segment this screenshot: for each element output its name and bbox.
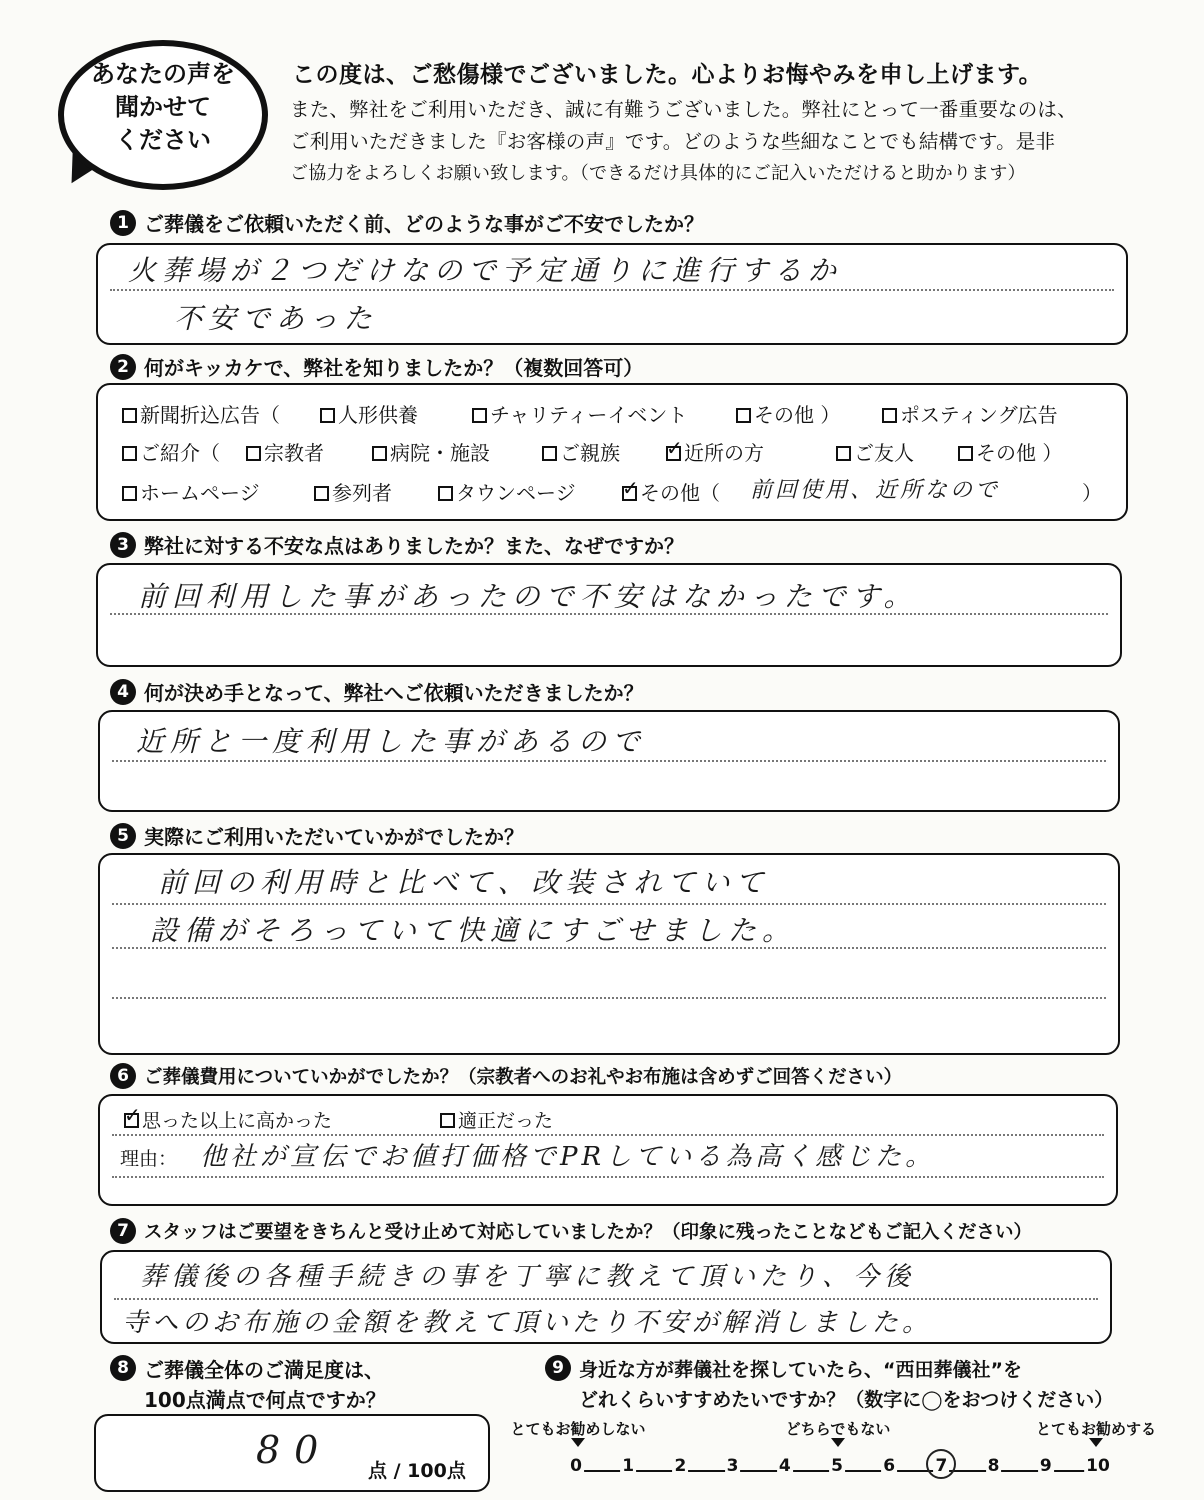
q7-question: スタッフはご要望をきちんと受け止めて対応していましたか？（印象に残ったことなどもご記入ください） bbox=[144, 1222, 1033, 1243]
checkbox[interactable] bbox=[372, 446, 387, 461]
intro-line-4: ご協力をよろしくお願い致します。（できるだけ具体的にご記入いただけると助かります） bbox=[290, 163, 1026, 184]
q2-opt-attendee[interactable]: 参列者 bbox=[314, 477, 392, 506]
intro-line-3: ご利用いただきました『お客様の声』です。どのような些細なことでも結構です。是非 bbox=[290, 130, 1056, 153]
q2-question: 何がキッカケで、弊社を知りましたか？（複数回答可） bbox=[144, 356, 644, 380]
q7-answer-line-2: 寺へのお布施の金額を教えて頂いたり不安が解消しました。 bbox=[122, 1308, 933, 1338]
scale-number-0[interactable]: 0 bbox=[570, 1456, 582, 1476]
q8-heading bbox=[110, 1355, 386, 1415]
q2-opt-other-1[interactable]: その他 ） bbox=[736, 399, 840, 428]
q2-opt-referral[interactable]: ご紹介（ bbox=[122, 437, 220, 466]
q2-opt-other-3[interactable]: ✓ その他（ bbox=[622, 477, 720, 506]
q1-answer-box[interactable] bbox=[96, 243, 1128, 345]
q7-heading bbox=[110, 1218, 1032, 1244]
q4-number: 4 bbox=[110, 679, 136, 705]
scale-arrow-high bbox=[1089, 1438, 1103, 1447]
checkbox[interactable] bbox=[246, 446, 261, 461]
scale-number-5[interactable]: 5 bbox=[831, 1456, 843, 1476]
q1-answer-line-1: 火葬場が２つだけなので予定通りに進行するか bbox=[128, 254, 843, 287]
q2-opt-friends[interactable]: ご友人 bbox=[836, 437, 914, 466]
q9-number: 9 bbox=[545, 1355, 571, 1381]
q2-heading bbox=[110, 352, 643, 381]
checkbox[interactable] bbox=[438, 486, 453, 501]
q4-answer-box[interactable] bbox=[98, 710, 1120, 812]
q1-answer-line-2: 不安であった bbox=[174, 302, 378, 335]
intro-heading: この度は、ご愁傷様でございました。心よりお悔やみを申し上げます。 bbox=[292, 62, 1043, 88]
scale-number-9[interactable]: 9 bbox=[1039, 1456, 1052, 1476]
checkbox[interactable] bbox=[320, 408, 335, 423]
q6-question: ご葬儀費用についていかがでしたか？（宗教者へのお礼やお布施は含めずご回答ください） bbox=[144, 1067, 903, 1088]
q5-heading bbox=[110, 821, 524, 850]
bubble-line-1: あなたの声を bbox=[91, 60, 235, 88]
q2-close-paren: ） bbox=[1082, 481, 1102, 505]
q6-reason-answer: 他社が宣伝でお値打価格でPRしている為高く感じた。 bbox=[200, 1142, 936, 1172]
scale-arrow-low bbox=[571, 1438, 585, 1447]
q7-answer-line-1: 葬儀後の各種手続きの事を丁寧に教えて頂いたり、今後 bbox=[140, 1262, 916, 1292]
scale-number-3[interactable]: 3 bbox=[726, 1456, 739, 1476]
q6-heading bbox=[110, 1063, 902, 1089]
q2-opt-neighbors[interactable]: ✓ 近所の方 bbox=[666, 437, 764, 466]
q5-number: 5 bbox=[110, 823, 136, 849]
q3-question: 弊社に対する不安な点はありましたか？また、なぜですか？ bbox=[144, 534, 684, 558]
q2-other-answer: 前回使用、近所なので bbox=[750, 478, 1001, 503]
checkbox[interactable] bbox=[122, 486, 137, 501]
bubble-line-2: 聞かせて bbox=[115, 93, 211, 121]
q2-opt-homepage[interactable]: ホームページ bbox=[122, 477, 260, 506]
selected-score-circle bbox=[926, 1449, 956, 1479]
intro-line-2: また、弊社をご利用いただき、誠に有難うございました。弊社にとって一番重要なのは、 bbox=[290, 98, 1077, 121]
q5-answer-line-2: 設備がそろっていて快適にすごせました。 bbox=[150, 914, 797, 947]
q2-number: 2 bbox=[110, 354, 136, 380]
checkbox[interactable] bbox=[958, 446, 973, 461]
q5-question: 実際にご利用いただいていかがでしたか？ bbox=[144, 825, 524, 849]
scale-label-mid: どちらでもない bbox=[785, 1420, 891, 1438]
scale-number-4[interactable]: 4 bbox=[778, 1456, 791, 1476]
q3-heading bbox=[110, 530, 684, 559]
q2-opt-relatives[interactable]: ご親族 bbox=[542, 437, 620, 466]
q4-heading bbox=[110, 677, 644, 706]
q6-opt-too-high[interactable]: ✓思った以上に高かった bbox=[124, 1106, 332, 1133]
q2-options-box bbox=[96, 383, 1128, 521]
scale-number-7[interactable]: 7 bbox=[935, 1456, 948, 1476]
q3-number: 3 bbox=[110, 532, 136, 558]
scale-number-2[interactable]: 2 bbox=[674, 1456, 687, 1476]
q2-opt-posting-ad[interactable]: ポスティング広告 bbox=[882, 399, 1058, 428]
q9-question-line-2: どれくらいすすめたいですか？（数字に◯をおつけください） bbox=[579, 1389, 1114, 1411]
checkbox[interactable] bbox=[542, 446, 557, 461]
q9-heading bbox=[545, 1355, 1113, 1415]
q8-number: 8 bbox=[110, 1355, 136, 1381]
checkbox[interactable] bbox=[122, 446, 137, 461]
q6-answer-box bbox=[98, 1094, 1118, 1206]
q3-answer-box[interactable] bbox=[96, 563, 1122, 667]
q2-opt-religious[interactable]: 宗教者 bbox=[246, 437, 324, 466]
q8-score: 80 bbox=[256, 1428, 333, 1472]
q7-answer-box[interactable] bbox=[100, 1250, 1112, 1344]
scale-arrow-mid bbox=[831, 1438, 845, 1447]
q3-answer-line-1: 前回利用した事があったので不安はなかったです。 bbox=[138, 580, 918, 613]
q2-opt-newspaper[interactable]: 新聞折込広告（ bbox=[122, 399, 280, 428]
q2-opt-doll-memorial[interactable]: 人形供養 bbox=[320, 399, 418, 428]
q6-reason-label: 理由： bbox=[120, 1148, 178, 1170]
q5-answer-box[interactable] bbox=[98, 853, 1120, 1055]
q8-question-line-1: ご葬儀全体のご満足度は、 bbox=[144, 1358, 384, 1382]
checkbox[interactable] bbox=[440, 1113, 455, 1128]
checkbox[interactable] bbox=[122, 408, 137, 423]
scale-label-high: とてもお勧めする bbox=[1035, 1420, 1157, 1438]
checkbox-checked[interactable] bbox=[666, 446, 681, 461]
checkbox[interactable] bbox=[472, 408, 487, 423]
checkbox[interactable] bbox=[836, 446, 851, 461]
q7-number: 7 bbox=[110, 1218, 136, 1244]
q1-number: 1 bbox=[110, 210, 136, 236]
q8-question-line-2: 100点満点で何点ですか？ bbox=[144, 1388, 386, 1412]
q6-opt-fair[interactable]: 適正だった bbox=[440, 1106, 553, 1133]
q5-answer-line-1: 前回の利用時と比べて、改装されていて bbox=[158, 866, 770, 899]
checkbox[interactable] bbox=[314, 486, 329, 501]
scale-number-8[interactable]: 8 bbox=[987, 1456, 1000, 1476]
q2-opt-other-2[interactable]: その他 ） bbox=[958, 437, 1062, 466]
checkbox-checked[interactable] bbox=[622, 486, 637, 501]
speech-bubble-text bbox=[58, 58, 268, 157]
q2-opt-charity-event[interactable]: チャリティーイベント bbox=[472, 399, 687, 428]
q6-number: 6 bbox=[110, 1063, 136, 1089]
q2-opt-town-page[interactable]: タウンページ bbox=[438, 477, 576, 506]
checkbox[interactable] bbox=[882, 408, 897, 423]
q4-answer-line-1: 近所と一度利用した事があるので bbox=[136, 725, 647, 758]
scale-number-10[interactable]: 10 bbox=[1086, 1456, 1110, 1476]
scale-number-6[interactable]: 6 bbox=[883, 1456, 896, 1476]
q1-heading bbox=[110, 208, 704, 237]
bubble-line-3: ください bbox=[115, 126, 211, 154]
checkbox[interactable] bbox=[736, 408, 751, 423]
q8-score-unit: 点 / 100点 bbox=[368, 1460, 466, 1482]
scale-label-low: とてもお勧めしない bbox=[510, 1420, 646, 1438]
scale-number-1[interactable]: 1 bbox=[622, 1456, 635, 1476]
checkbox-checked[interactable] bbox=[124, 1113, 139, 1128]
q9-question-line-1: 身近な方が葬儀社を探していたら、“西田葬儀社”を bbox=[579, 1359, 1022, 1381]
q8-score-box[interactable] bbox=[94, 1414, 490, 1492]
q4-question: 何が決め手となって、弊社へご依頼いただきましたか？ bbox=[144, 681, 644, 705]
q2-opt-hospital[interactable]: 病院・施設 bbox=[372, 437, 490, 466]
q1-question: ご葬儀をご依頼いただく前、どのような事がご不安でしたか？ bbox=[144, 212, 704, 236]
